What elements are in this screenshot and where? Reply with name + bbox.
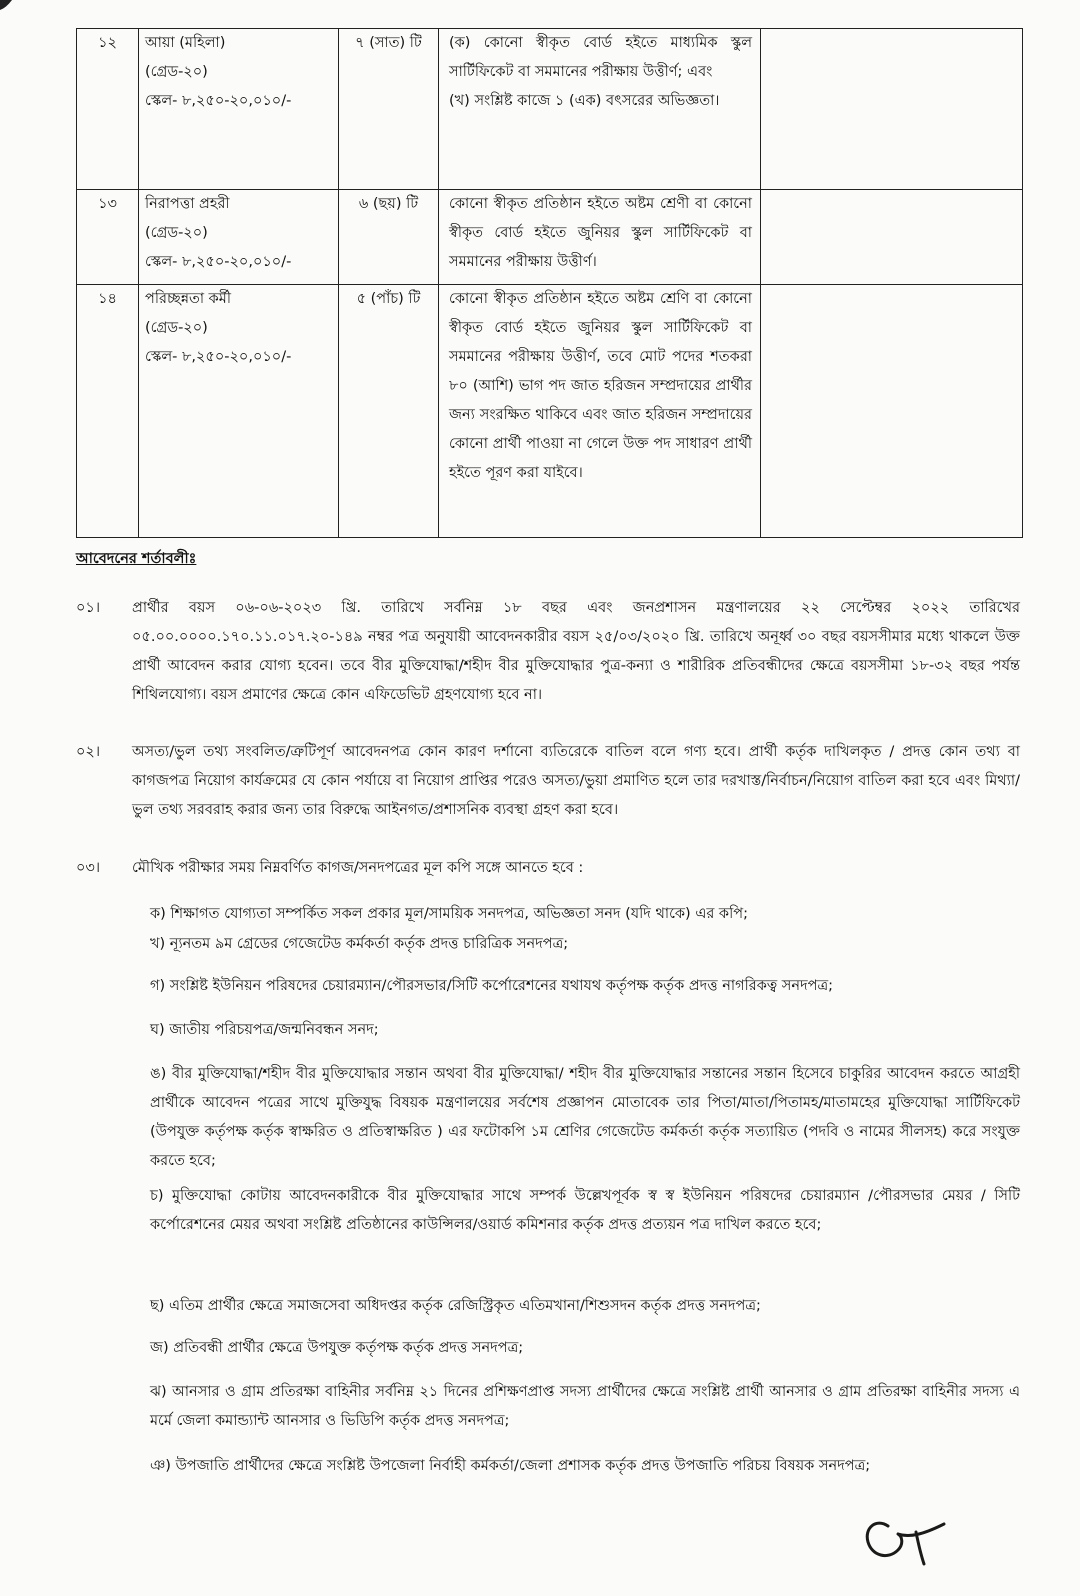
- condition-item: [76, 594, 1020, 710]
- qualification-cell: [439, 285, 761, 538]
- document-text: খ) ন্যূনতম ৯ম গ্রেডের গেজেটেড কর্মকর্তা কর্তৃক প্রদত্ত চারিত্রিক সনদপত্র;: [150, 936, 569, 952]
- post-cell: [139, 29, 339, 190]
- qualification-text: (ক) কোনো স্বীকৃত বোর্ড হইতে মাধ্যমিক স্কুল সার্টিফিকেট বা সমমানের পরীক্ষায় উত্তীর্ণ; এবং: [449, 35, 752, 80]
- condition-text: প্রার্থীর বয়স ০৬-০৬-২০২৩ খ্রি. তারিখে সর্বনিম্ন ১৮ বছর এবং জনপ্রশাসন মন্ত্রণালয়ের ২২ সেপ্টেম্বর ২০২২ তারিখের ০৫.০০.০০০০.১৭০.১১.০১৭.২০-১৪৯ নম্বর পত্র অনুযায়ী আবেদনকারীর বয়স ২৫/০৩/২০২০ খ্রি. তারিখে অনূর্ধ্ব ৩০ বছর বয়সসীমার মধ্যে থাকলে উক্ত প্রার্থী আবেদন করার যোগ্য হবেন। তবে বীর মুক্তিযোদ্ধা/শহীদ বীর মুক্তিযোদ্ধার পুত্র-কন্যা ও শারীরিক প্রতিবন্ধীদের ক্ষেত্রে বয়সসীমা ১৮-৩২ বছর পর্যন্ত শিথিলযোগ্য। বয়স প্রমাণের ক্ষেত্রে কোন এফিডেভিট গ্রহণযোগ্য হবে না।: [132, 600, 1020, 703]
- document-text: গ) সংশ্লিষ্ট ইউনিয়ন পরিষদের চেয়ারম্যান/পৌরসভার/সিটি কর্পোরেশনের যথাযথ কর্তৃপক্ষ কর্তৃক প্রদত্ত নাগরিকত্ব সনদপত্র;: [150, 978, 834, 994]
- condition-text: মৌখিক পরীক্ষার সময় নিম্নবর্ণিত কাগজ/সনদপত্রের মূল কপি সঙ্গে আনতে হবে :: [132, 860, 584, 876]
- condition-number: ০২।: [76, 744, 101, 760]
- document-item: [150, 930, 1020, 959]
- table-row: [77, 285, 1023, 538]
- post-grade: (গ্রেড-২০): [145, 225, 208, 241]
- remarks-cell: [761, 29, 1023, 190]
- post-cell: [139, 285, 339, 538]
- post-count-cell: ৬ (ছয়) টি: [339, 190, 439, 285]
- condition-item: [76, 854, 1020, 883]
- qualification-cell: [439, 190, 761, 285]
- post-scale: স্কেল- ৮,২৫০-২০,০১০/-: [145, 254, 292, 270]
- remarks-cell: [761, 285, 1023, 538]
- document-text: জ) প্রতিবন্ধী প্রার্থীর ক্ষেত্রে উপযুক্ত কর্তৃপক্ষ কর্তৃক প্রদত্ত সনদপত্র;: [150, 1340, 524, 1356]
- document-item: [150, 1292, 1020, 1321]
- condition-text: অসত্য/ভুল তথ্য সংবলিত/ত্রুটিপূর্ণ আবেদনপত্র কোন কারণ দর্শানো ব্যতিরেকে বাতিল বলে গণ্য হবে। প্রার্থী কর্তৃক দাখিলকৃত / প্রদত্ত কোন তথ্য বা কাগজপত্র নিয়োগ কার্যক্রমের যে কোন পর্যায়ে বা নিয়োগ প্রাপ্তির পরেও অসত্য/ভুয়া প্রমাণিত হলে তার দরখাস্ত/নির্বাচন/নিয়োগ বাতিল করা হবে এবং মিথ্যা/ভুল তথ্য সরবরাহ করার জন্য তার বিরুদ্ধে আইনগত/প্রশাসনিক ব্যবস্থা গ্রহণ করা হবে।: [132, 744, 1020, 818]
- qualification-text: কোনো স্বীকৃত প্রতিষ্ঠান হইতে অষ্টম শ্রেণি বা কোনো স্বীকৃত বোর্ড হইতে জুনিয়র স্কুল সার্টিফিকেট বা সমমানের পরীক্ষায় উত্তীর্ণ, তবে মোট পদের শতকরা ৮০ (আশি) ভাগ পদ জাত হরিজন সম্প্রদায়ের প্রার্থীর জন্য সংরক্ষিত থাকিবে এবং জাত হরিজন সম্প্রদায়ের কোনো প্রার্থী পাওয়া না গেলে উক্ত পদ সাধারণ প্রার্থী হইতে পূরণ করা যাইবে।: [449, 291, 752, 481]
- condition-number: ০১।: [76, 600, 101, 616]
- serial-cell: ১২: [77, 29, 139, 190]
- scan-edge-mark: [0, 0, 18, 10]
- document-item: [150, 1452, 1020, 1481]
- document-text: ঘ) জাতীয় পরিচয়পত্র/জন্মনিবন্ধন সনদ;: [150, 1022, 379, 1038]
- qualification-text: কোনো স্বীকৃত প্রতিষ্ঠান হইতে অষ্টম শ্রেণী বা কোনো স্বীকৃত বোর্ড হইতে জুনিয়র স্কুল সার্টিফিকেট বা সমমানের পরীক্ষায় উত্তীর্ণ।: [449, 196, 752, 270]
- table-row: [77, 29, 1023, 190]
- post-name: আয়া (মহিলা): [145, 35, 226, 51]
- condition-item: [76, 738, 1020, 825]
- document-item: [150, 900, 1020, 929]
- document-item: [150, 1334, 1020, 1363]
- document-text: চ) মুক্তিযোদ্ধা কোটায় আবেদনকারীকে বীর মুক্তিযোদ্ধার সাথে সম্পর্ক উল্লেখপূর্বক স্ব স্ব ইউনিয়ন পরিষদের চেয়ারম্যান /পৌরসভার মেয়র / সিটি কর্পোরেশনের মেয়র অথবা সংশ্লিষ্ট প্রতিষ্ঠানের কাউন্সিলর/ওয়ার্ড কমিশনার কর্তৃক প্রদত্ত প্রত্যয়ন পত্র দাখিল করতে হবে;: [150, 1188, 1020, 1233]
- serial-cell: ১৪: [77, 285, 139, 538]
- post-name: পরিচ্ছন্নতা কর্মী: [145, 291, 232, 307]
- document-text: ঙ) বীর মুক্তিযোদ্ধা/শহীদ বীর মুক্তিযোদ্ধার সন্তান অথবা বীর মুক্তিযোদ্ধা/ শহীদ বীর মুক্তিযোদ্ধার সন্তানের সন্তান হিসেবে চাকুরির আবেদন করতে আগ্রহী প্রার্থীকে আবেদন পত্রের সাথে মুক্তিযুদ্ধ বিষয়ক মন্ত্রণালয়ের সর্বশেষ প্রজ্ঞাপন মোতাবেক তার পিতা/মাতা/পিতামহ/মাতামহের মুক্তিযোদ্ধা সার্টিফিকেট (উপযুক্ত কর্তৃপক্ষ কর্তৃক স্বাক্ষরিত ও প্রতিস্বাক্ষরিত ) এর ফটোকপি ১ম শ্রেণির গেজেটেড কর্মকর্তা কর্তৃক সত্যায়িত (পদবি ও নামের সীলসহ) করে সংযুক্ত করতে হবে;: [150, 1066, 1020, 1169]
- post-count-cell: ৫ (পাঁচ) টি: [339, 285, 439, 538]
- serial-cell: ১৩: [77, 190, 139, 285]
- document-item: [150, 972, 1020, 1001]
- document-text: ঝ) আনসার ও গ্রাম প্রতিরক্ষা বাহিনীর সর্বনিম্ন ২১ দিনের প্রশিক্ষণপ্রাপ্ত সদস্য প্রার্থীদের ক্ষেত্রে সংশ্লিষ্ট প্রার্থী আনসার ও গ্রাম প্রতিরক্ষা বাহিনীর সদস্য এ মর্মে জেলা কমান্ড্যান্ট আনসার ও ভিডিপি কর্তৃক প্রদত্ত সনদপত্র;: [150, 1384, 1020, 1429]
- signature-mark: [858, 1498, 948, 1568]
- qualification-text-2: (খ) সংশ্লিষ্ট কাজে ১ (এক) বৎসরের অভিজ্ঞতা।: [449, 93, 720, 109]
- document-text: ছ) এতিম প্রার্থীর ক্ষেত্রে সমাজসেবা অধিদপ্তর কর্তৃক রেজিস্ট্রিকৃত এতিমখানা/শিশুসদন কর্তৃক প্রদত্ত সনদপত্র;: [150, 1298, 761, 1314]
- conditions-heading: আবেদনের শর্তাবলীঃ: [76, 551, 197, 567]
- post-grade: (গ্রেড-২০): [145, 320, 208, 336]
- remarks-cell: [761, 190, 1023, 285]
- posts-table: [76, 28, 1023, 538]
- document-text: ঞ) উপজাতি প্রার্থীদের ক্ষেত্রে সংশ্লিষ্ট উপজেলা নির্বাহী কর্মকর্তা/জেলা প্রশাসক কর্তৃক প্রদত্ত উপজাতি পরিচয় বিষয়ক সনদপত্র;: [150, 1458, 871, 1474]
- post-grade: (গ্রেড-২০): [145, 64, 208, 80]
- document-item: [150, 1378, 1020, 1436]
- post-cell: [139, 190, 339, 285]
- post-scale: স্কেল- ৮,২৫০-২০,০১০/-: [145, 93, 292, 109]
- document-item: [150, 1060, 1020, 1176]
- condition-number: ০৩।: [76, 860, 101, 876]
- document-item: [150, 1182, 1020, 1240]
- post-name: নিরাপত্তা প্রহরী: [145, 196, 230, 212]
- post-count-cell: ৭ (সাত) টি: [339, 29, 439, 190]
- qualification-cell: [439, 29, 761, 190]
- document-item: [150, 1016, 1020, 1045]
- post-scale: স্কেল- ৮,২৫০-২০,০১০/-: [145, 349, 292, 365]
- document-text: ক) শিক্ষাগত যোগ্যতা সম্পর্কিত সকল প্রকার মূল/সাময়িক সনদপত্র, অভিজ্ঞতা সনদ (যদি থাকে) এর কপি;: [150, 906, 748, 922]
- table-row: [77, 190, 1023, 285]
